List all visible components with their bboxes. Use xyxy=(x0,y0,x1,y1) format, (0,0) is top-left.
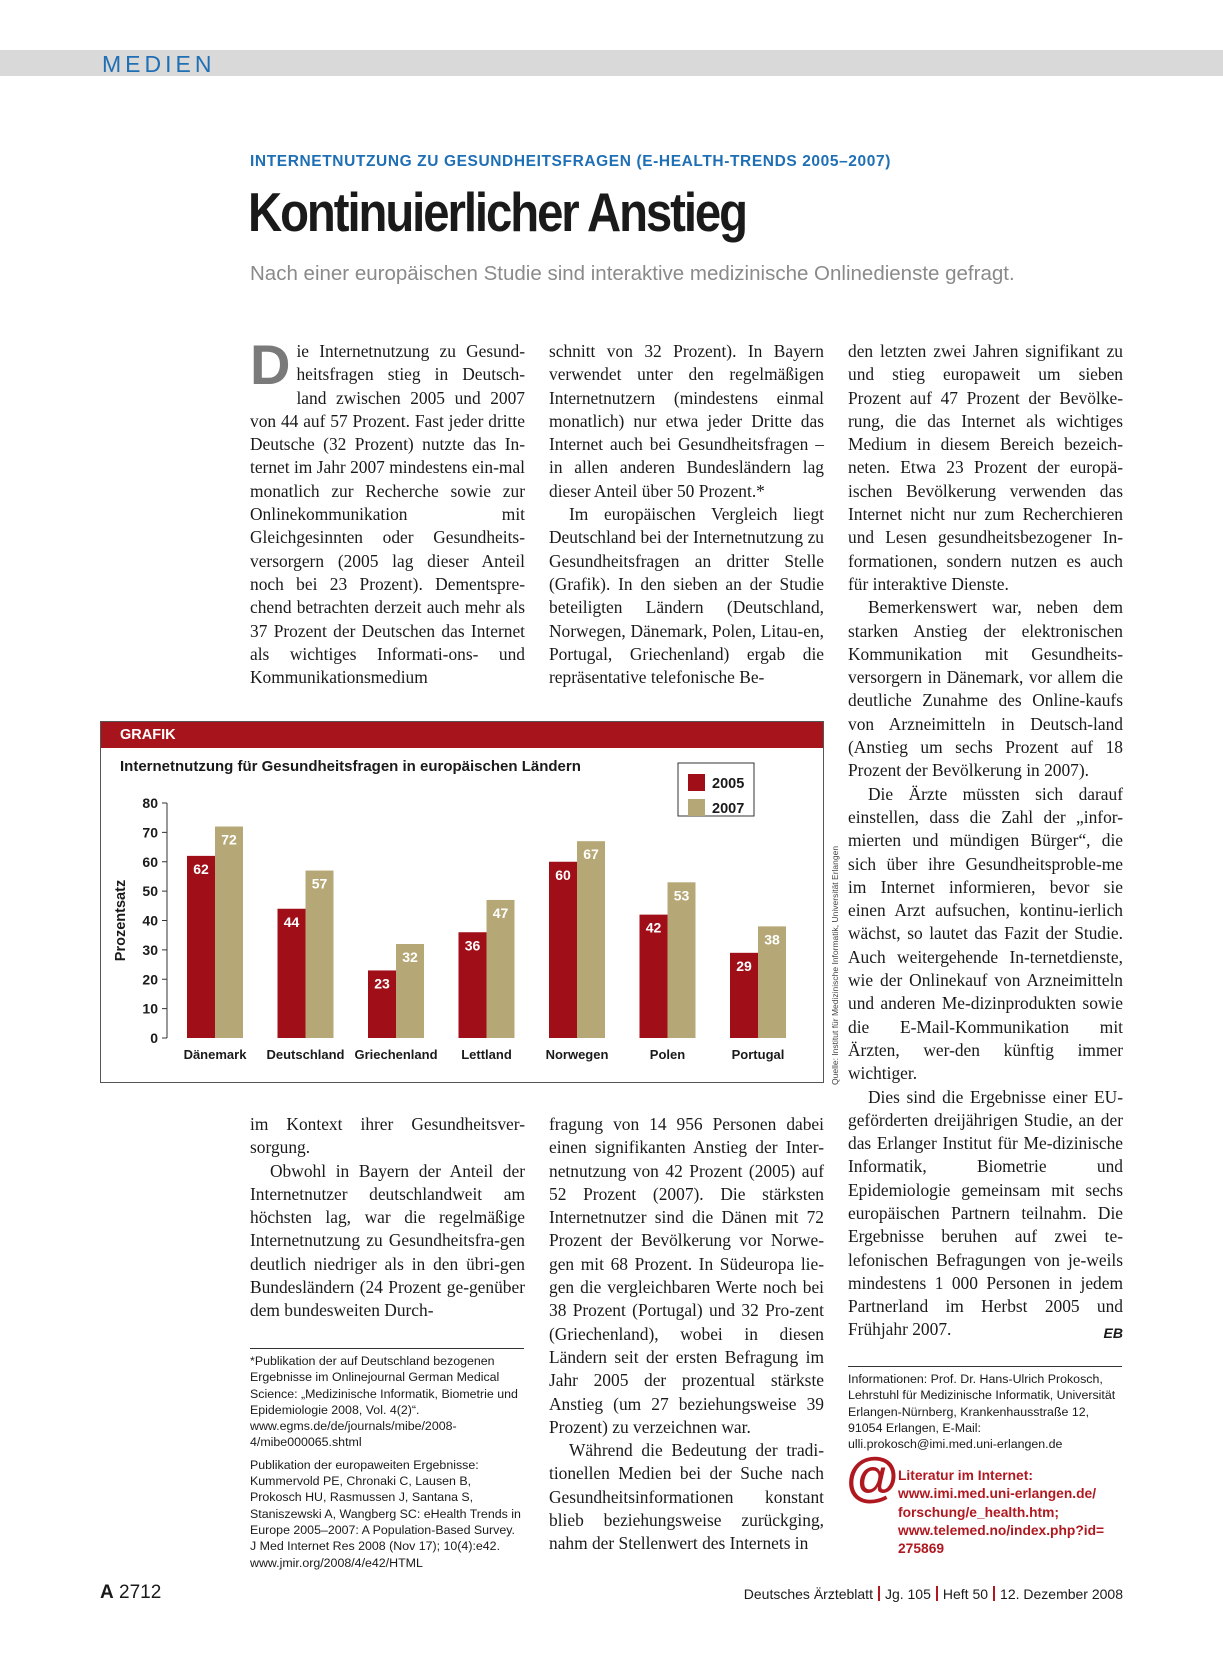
bar xyxy=(668,882,696,1038)
bar-value-label: 47 xyxy=(492,904,509,921)
bar-value-label: 23 xyxy=(374,975,390,992)
y-tick-label: 70 xyxy=(142,824,158,841)
footnote: Publikation der europaweiten Ergebnisse: Kummervold PE, Chronaki C, Lausen B, Prokosch HU, Rasmussen J, Santana S, Staniszewski A, Wangberg SC: eHealth Trends in Europe 2005–2007: A Population-Based Survey. J Med Internet Res 2008 (Nov 17); 10(4):e42. www.jmir.org/2008/4/e42/HTML xyxy=(250,1457,521,1570)
bar-value-label: 29 xyxy=(736,957,752,974)
journal-issue: Heft 50 xyxy=(942,1586,989,1602)
paragraph: schnitt von 32 Prozent). In Bayern verwendet unter den regelmäßigen Internetnutzern (mindestens einmal monatlich) nur etwa jeder Dritte das Internet auch bei Gesundheitsfragen – in allen anderen Bundesländern lag dieser Anteil über 50 Prozent.* xyxy=(549,341,824,501)
column-1-top xyxy=(250,333,525,689)
bar xyxy=(306,871,334,1038)
chart-title: Internetnutzung für Gesundheitsfragen in europäischen Ländern xyxy=(120,758,581,775)
y-tick-label: 80 xyxy=(142,795,158,811)
category-label: Deutschland xyxy=(266,1047,345,1062)
bar-chart xyxy=(101,722,823,1082)
drop-cap: D xyxy=(250,333,291,396)
bar-value-label: 72 xyxy=(221,831,237,848)
bar-value-label: 36 xyxy=(464,937,481,954)
column-1-bottom xyxy=(250,1113,525,1323)
y-tick-label: 20 xyxy=(142,971,158,988)
column-2-top xyxy=(549,340,824,689)
footnote-rule xyxy=(250,1348,524,1349)
paragraph: Während die Bedeutung der tradi-tionellen Medien bei der Suche nach Gesundheitsinformationen konstant blieb beziehungsweise zurückging, nahm der Stellenwert des Internets in xyxy=(549,1440,824,1554)
author-initials: EB xyxy=(1103,1324,1123,1341)
y-tick-label: 10 xyxy=(142,1000,158,1017)
legend-swatch xyxy=(688,799,705,816)
journal-footer xyxy=(744,1586,1123,1602)
bar-value-label: 38 xyxy=(764,931,780,948)
figure-label: GRAFIK xyxy=(120,727,176,743)
figure xyxy=(100,721,824,1083)
bar xyxy=(187,856,215,1038)
legend-label: 2007 xyxy=(712,801,745,817)
paragraph: Die Ärzte müssten sich darauf einstellen, dass die Zahl der „infor-mierten und mündigen Bürger“, die sich über ihre Gesundheitsproble-me im Internet informieren, bevor sie einen Arzt aufsuchen, kontinu-ierlich wächst, so lautet das Fazit der Studie. Auch weitergehende In-ternetdienste, wie der Onlinekauf von Arzneimitteln und anderen Me-dizinprodukten sowie die E-Mail-Kommunikation mit Ärzten, wer-den künftig immer wichtiger. xyxy=(848,783,1123,1084)
info-text: Informationen: Prof. Dr. Hans-Ulrich Prokosch, Lehrstuhl für Medizinische Informatik, Universität Erlangen-Nürnberg, Krankenhausstraße 12, 91054 Erlangen, E-Mail: ulli.prokosch@imi.med.uni-erlangen.de xyxy=(848,1372,1116,1452)
section-label: MEDIEN xyxy=(102,51,216,77)
bar-value-label: 44 xyxy=(283,913,300,930)
category-label: Dänemark xyxy=(183,1047,247,1062)
page-prefix: A xyxy=(100,1582,114,1603)
footnotes xyxy=(250,1353,522,1577)
paragraph: im Kontext ihrer Gesundheitsver-sorgung. xyxy=(250,1114,525,1158)
page-number xyxy=(100,1582,161,1604)
literature-link[interactable]: www.telemed.no/index.php?id= xyxy=(898,1522,1105,1538)
article-subtitle: Nach einer europäischen Studie sind interaktive medizinische Onlinedienste gefragt. xyxy=(250,262,1015,285)
paragraph: Bemerkenswert war, neben dem starken Anstieg der elektronischen Kommunikation mit Gesundheits-versorgern in Dänemark, vor allem die deutliche Zunahme des Online-kaufs von Arzneimitteln in Deutsch-land (Anstieg um sechs Prozent auf 18 Prozent der Bevölkerung in 2007). xyxy=(848,597,1123,781)
page-number-value: 2712 xyxy=(119,1582,162,1603)
journal-volume: Jg. 105 xyxy=(884,1586,931,1602)
info-rule xyxy=(848,1366,1122,1367)
paragraph: Im europäischen Vergleich liegt Deutschland bei der Internetnutzung zu Gesundheitsfragen an dritter Stelle (Grafik). In den sieben an der Studie beteiligten Ländern (Deutschland, Norwegen, Dänemark, Polen, Litau-en, Portugal, Griechenland) ergab die repräsentative telefonische Be- xyxy=(549,504,824,688)
bar-value-label: 62 xyxy=(193,860,209,877)
figure-source: Quelle: Institut für Medizinische Informatik, Universität Erlangen xyxy=(830,845,840,1085)
category-label: Lettland xyxy=(461,1047,512,1062)
literature-link[interactable]: 275869 xyxy=(898,1541,945,1557)
bar-value-label: 67 xyxy=(583,846,599,863)
literature-block xyxy=(898,1467,1104,1558)
journal-name: Deutsches Ärzteblatt xyxy=(743,1586,873,1602)
category-label: Portugal xyxy=(731,1047,785,1062)
at-icon: @ xyxy=(846,1447,899,1507)
bar-value-label: 53 xyxy=(673,887,690,904)
literature-link[interactable]: www.imi.med.uni-erlangen.de/ xyxy=(898,1486,1097,1502)
category-label: Griechenland xyxy=(354,1047,438,1062)
bar xyxy=(549,862,577,1038)
y-axis-label: Prozentsatz xyxy=(113,879,129,962)
legend-swatch xyxy=(688,774,705,791)
y-tick-label: 0 xyxy=(150,1030,158,1046)
category-label: Norwegen xyxy=(545,1047,609,1062)
footnote: *Publikation der auf Deutschland bezogenen Ergebnisse im Onlinejournal German Medical Science: „Medizinische Informatik, Biometrie und Epidemiologie 2008, Vol. 4(2)“. www.egms.de/de/journals/mibe/2008-4/mibe000065.shtml xyxy=(250,1354,518,1450)
bar xyxy=(577,841,605,1038)
literature-link[interactable]: forschung/e_health.htm; xyxy=(898,1504,1059,1520)
category-label: Polen xyxy=(649,1047,686,1062)
y-tick-label: 60 xyxy=(142,853,158,870)
column-3 xyxy=(848,340,1123,1345)
paragraph: Dies sind die Ergebnisse einer EU-geförderten dreijährigen Studie, an der das Erlanger Institut für Me-dizinische Informatik, Biometrie und Epidemiologie gemeinsam mit sechs europäischen Partnern teilnahm. Die Ergebnisse beruhen auf zwei te-lefonischen Befragungen von je-weils mindestens 1 000 Personen in jedem Partnerland im Herbst 2005 und Frühjahr 2007. xyxy=(848,1086,1123,1340)
literature-heading: Literatur im Internet: xyxy=(898,1468,1033,1483)
legend-label: 2005 xyxy=(712,776,745,792)
y-tick-label: 30 xyxy=(142,941,158,958)
paragraph: fragung von 14 956 Personen dabei einen signifikanten Anstieg der Inter-netnutzung von 42 Prozent (2005) auf 52 Prozent (2007). Die stärksten Internetnutzer sind die Dänen mit 72 Prozent der Bevölkerung vor Norwe-gen mit 68 Prozent. In Südeuropa lie-gen die vergleichbaren Werte noch bei 38 Prozent (Portugal) und 32 Pro-zent (Griechenland), wobei in diesen Ländern seit der ersten Befragung im Jahr 2005 der prozentual stärkste Anstieg (um 27 beziehungsweise 39 Prozent) zu verzeichnen war. xyxy=(549,1114,824,1437)
bar-value-label: 32 xyxy=(402,949,418,965)
bar-value-label: 60 xyxy=(555,866,571,883)
paragraph: Obwohl in Bayern der Anteil der Internetnutzer deutschlandweit am höchsten lag, war die regelmäßige Internetnutzung zu Gesundheitsfra-gen deutlich niedriger als in den übri-gen Bundesländern (24 Prozent ge-genüber dem bundesweiten Durch- xyxy=(250,1160,525,1321)
y-tick-label: 50 xyxy=(142,883,158,900)
y-tick-label: 40 xyxy=(142,912,158,929)
bar-value-label: 42 xyxy=(645,919,662,936)
bar-value-label: 57 xyxy=(311,875,328,892)
bar xyxy=(215,827,243,1039)
paragraph: ie Internetnutzung zu Gesund-heitsfragen stieg in Deutsch-land zwischen 2005 und 2007 von 44 auf 57 Prozent. Fast jeder dritte Deutsche (32 Prozent) nutzte das In-ternet im Jahr 2007 mindestens ein-mal monatlich zur Recherche sowie zur Onlinekommunikation mit Gleichgesinnten oder Gesundheits-versorgern (2005 lag dieser Anteil noch bei 23 Prozent). Dementspre-chend betrachten derzeit auch mehr als 37 Prozent der Deutschen das Internet als wichtiges Informati-ons- und Kommunikationsmedium xyxy=(250,341,525,688)
journal-date: 12. Dezember 2008 xyxy=(1000,1586,1123,1602)
paragraph: den letzten zwei Jahren signifikant zu und stieg europaweit um sieben Prozent auf 47 Prozent der Bevölke-rung, die das Internet als wichtiges Medium in diesem Bereich bezeich-neten. Etwa 23 Prozent der europä-ischen Bevölkerung verwenden das Internet nicht nur zum Recherchieren und Lesen gesundheitsbezogener In-formationen, sondern nutzen es auch für interaktive Dienste. xyxy=(848,341,1123,594)
column-2-bottom xyxy=(549,1113,824,1556)
article-kicker: INTERNETNUTZUNG ZU GESUNDHEITSFRAGEN (E-HEALTH-TRENDS 2005–2007) xyxy=(250,153,891,170)
article-headline: Kontinuierlicher Anstieg xyxy=(248,181,746,243)
